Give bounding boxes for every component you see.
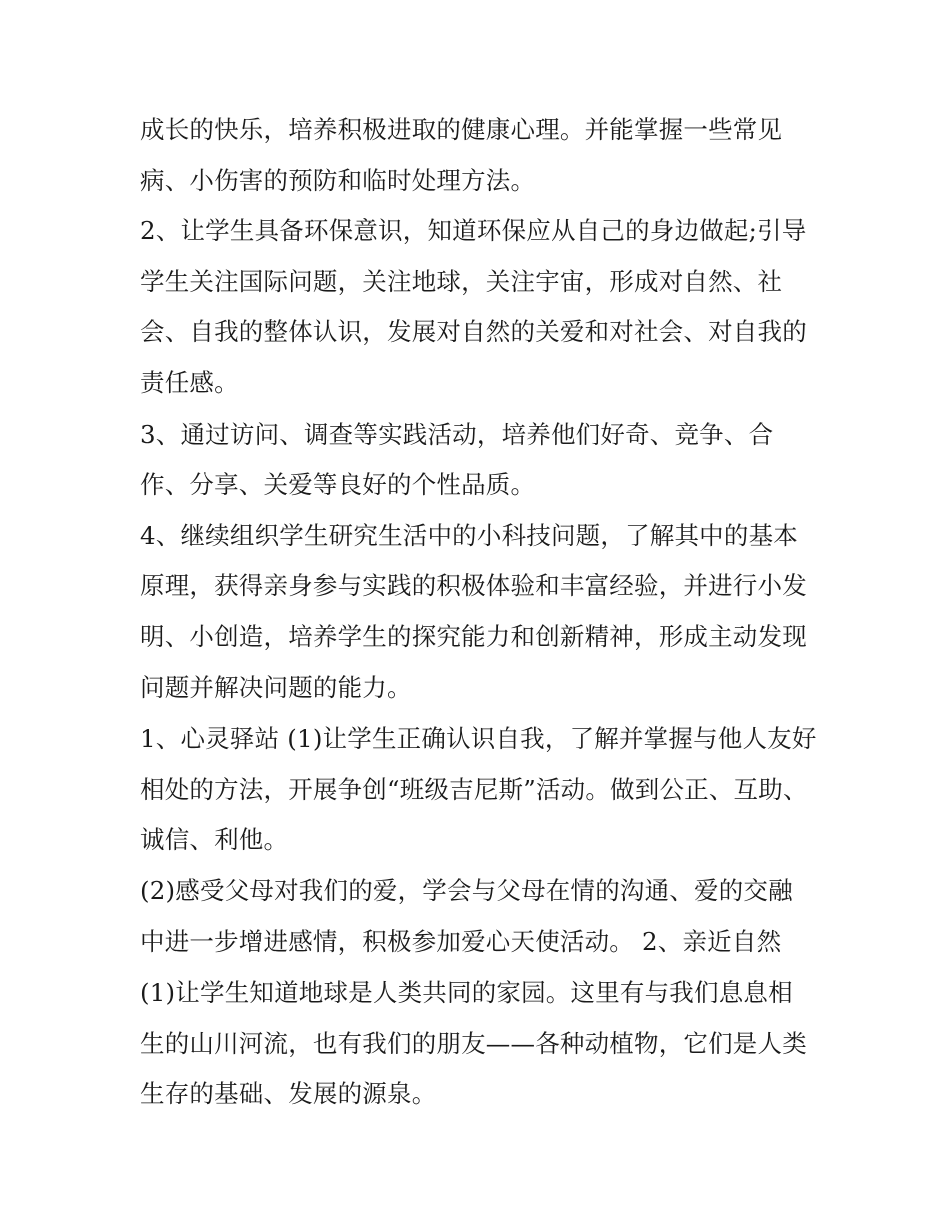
- text-line: 明、小创造，培养学生的探究能力和创新精神，形成主动发现: [140, 622, 807, 651]
- text-line: 作、分享、关爱等良好的个性品质。: [140, 470, 536, 499]
- text-line: (2)感受父母对我们的爱，学会与父母在情的沟通、爱的交融: [140, 876, 793, 905]
- text-line: 生的山川河流，也有我们的朋友——各种动植物，它们是人类: [140, 1029, 807, 1058]
- text-line: 1、心灵驿站 (1)让学生正确认识自我，了解并掌握与他人友好: [140, 724, 817, 753]
- text-line: 责任感。: [140, 368, 239, 397]
- text-line: 会、自我的整体认识，发展对自然的关爱和对社会、对自我的: [140, 317, 807, 346]
- text-line: 生存的基础、发展的源泉。: [140, 1079, 437, 1108]
- text-line: 病、小伤害的预防和临时处理方法。: [140, 166, 536, 195]
- text-line: 3、通过访问、调查等实践活动，培养他们好奇、竞争、合: [140, 420, 774, 449]
- text-line: 2、让学生具备环保意识，知道环保应从自己的身边做起;引导: [140, 216, 807, 245]
- text-line: 问题并解决问题的能力。: [140, 673, 412, 702]
- text-line: 4、继续组织学生研究生活中的小科技问题，了解其中的基本: [140, 521, 798, 550]
- text-line: 成长的快乐，培养积极进取的健康心理。并能掌握一些常见: [140, 115, 783, 144]
- text-line: 原理，获得亲身参与实践的积极体验和丰富经验，并进行小发: [140, 571, 807, 600]
- text-line: 学生关注国际问题，关注地球，关注宇宙，形成对自然、社: [140, 267, 783, 296]
- text-line: (1)让学生知道地球是人类共同的家园。这里有与我们息息相: [140, 978, 793, 1007]
- text-line: 中进一步增进感情，积极参加爱心天使活动。 2、亲近自然: [140, 927, 782, 956]
- text-line: 相处的方法，开展争创“班级吉尼斯”活动。做到公正、互助、: [140, 775, 808, 804]
- text-line: 诚信、利他。: [140, 825, 289, 854]
